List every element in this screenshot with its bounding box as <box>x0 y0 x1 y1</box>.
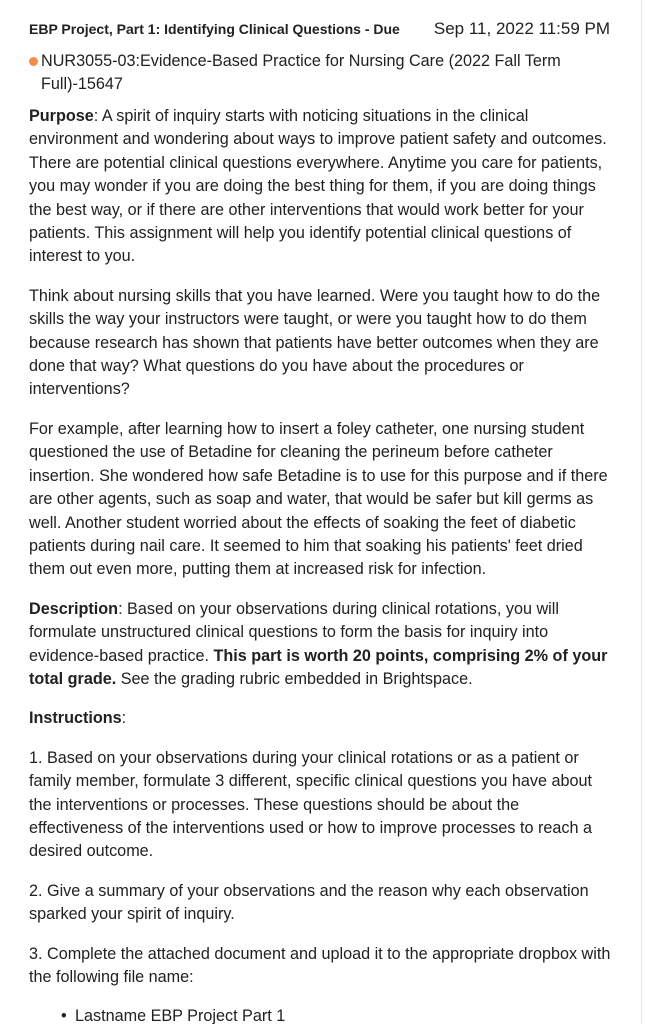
assignment-title: EBP Project, Part 1: Identifying Clinical Questions - Due <box>29 21 400 37</box>
course-info <box>29 50 599 96</box>
instructions-heading <box>29 707 612 730</box>
purpose-text: : A spirit of inquiry starts with noticing situations in the clinical environment and wondering about ways to improve patient safety and outcomes. There are potential clinical questions everywhere. Anytime you care for patients, you may wonder if you are doing the best thing for them, if you are doing things the best way, or if there are other interventions that would work better for your patients. This assignment will help you identify potential clinical questions of interest to you. <box>29 107 607 266</box>
rubric-note: See the grading rubric embedded in Brightspace. <box>116 669 473 688</box>
description-label: Description <box>29 599 119 618</box>
assignment-header <box>29 18 610 42</box>
instructions-label: Instructions <box>29 709 122 728</box>
grade-emphasis: This part is worth 20 points, comprising 2% of your total grade. <box>29 646 608 688</box>
purpose-label: Purpose <box>29 107 94 125</box>
instruction-step-1: 1. Based on your observations during your clinical rotations or as a patient or family member, formulate 3 different, specific clinical questions you have about the interventions or processes. These questions should be about the effectiveness of the interventions used or how to improve processes to reach a desired outcome. <box>29 748 592 861</box>
due-date: Sep 11, 2022 11:59 PM <box>433 19 610 38</box>
instruction-step-3: 3. Complete the attached document and upload it to the appropriate dropbox with the following file name: <box>29 944 611 986</box>
course-name: NUR3055-03:Evidence-Based Practice for Nursing Care (2022 Fall Term Full)-15647 <box>41 52 561 93</box>
content-scroll-edge <box>641 0 648 1024</box>
file-name-item: • Lastname EBP Project Part 1 <box>75 1005 612 1024</box>
instructions-colon: : <box>121 709 127 728</box>
purpose-paragraph <box>29 105 612 269</box>
assignment-description <box>29 105 612 1024</box>
description-paragraph <box>29 598 612 692</box>
skills-paragraph: Think about nursing skills that you have learned. Were you taught how to do the skills the way your instructors were taught, or were you taught how to do them because research has shown that patients have better outcomes when they are done that way? What questions do you have about the procedures or interventions? <box>29 286 601 399</box>
file-name-list <box>29 1005 612 1024</box>
instruction-step-2: 2. Give a summary of your observations and the reason why each observation sparked your spirit of inquiry. <box>29 881 589 924</box>
example-paragraph: For example, after learning how to insert a foley catheter, one nursing student questioned the use of Betadine for cleaning the perineum before catheter insertion. She wondered how safe Betadine is to use for this purpose and if there are other agents, such as soap and water, that would be safer but kill germs as well. Another student worried about the effects of soaking the feet of diabetic patients during nail care. It seemed to him that soaking his patients' feet dried them out even more, putting them at increased risk for infection. <box>29 419 608 579</box>
course-status-dot <box>29 57 38 66</box>
description-text: : Based on your observations during clinical rotations, you will formulate unstructured clinical questions to form the basis for inquiry into evidence-based practice. <box>29 599 559 665</box>
